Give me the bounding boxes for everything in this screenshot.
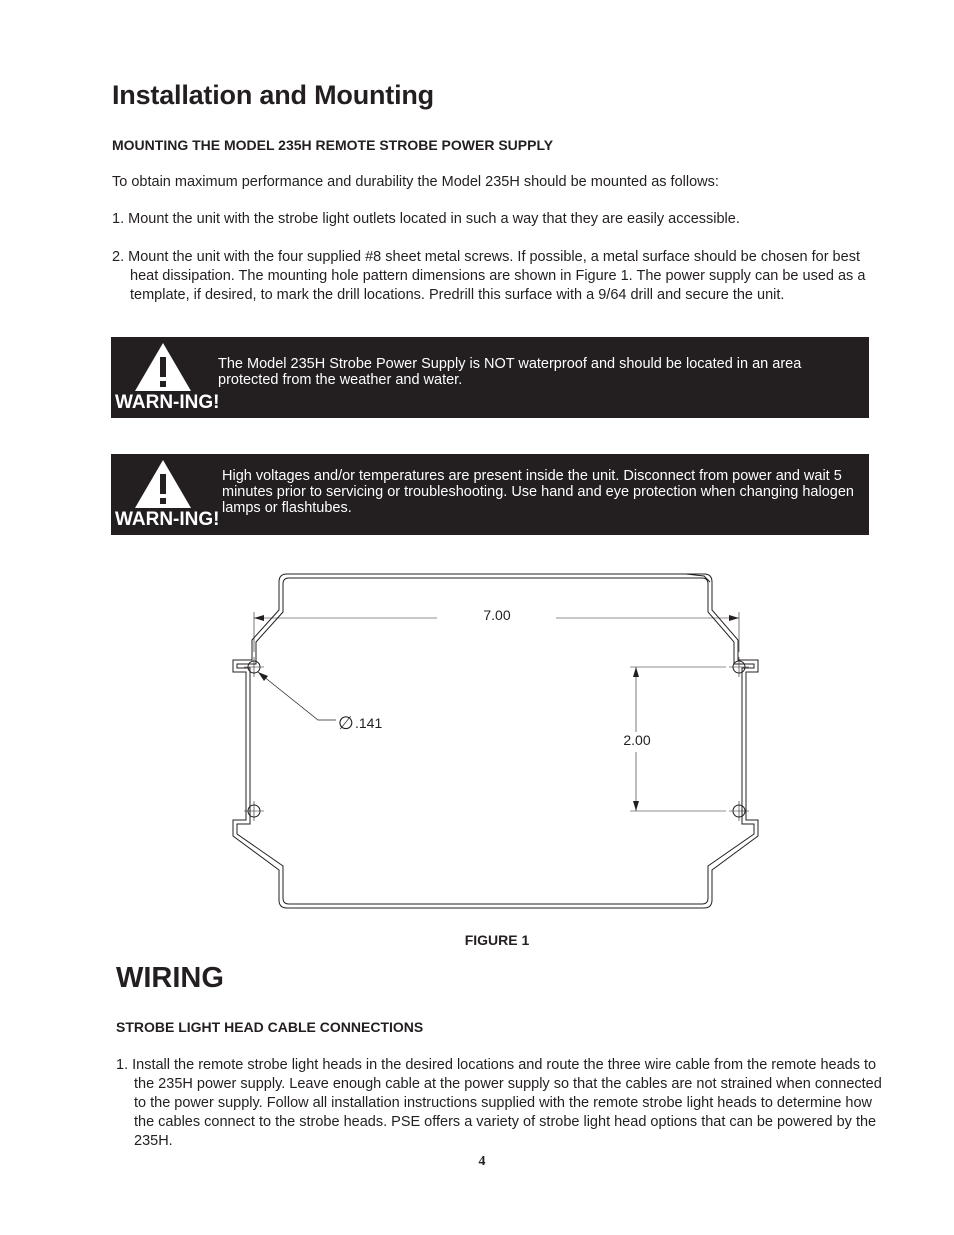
warning-triangle-icon <box>133 458 193 510</box>
width-dimension-label: 7.00 <box>483 607 511 623</box>
page-title: Installation and Mounting <box>112 80 434 110</box>
warning-box-high-voltage <box>111 454 869 535</box>
mounting-figure <box>0 560 954 920</box>
height-dimension-label: 2.00 <box>623 732 651 748</box>
warning-triangle-icon <box>133 341 193 393</box>
warning-label: WARN-ING! <box>115 392 220 413</box>
wiring-step-1: 1. Install the remote strobe light heads in the desired locations and route the three wire cable from the remote heads to the 235H power supply. Leave enough cable at the power supply so that the cables are not strained when connected to the power supply. Follow all installation instructions supplied with the remote strobe light heads to determine how the cables connect to the strobe heads. PSE offers a variety of strobe light head options that can be powered by the 235H. <box>116 1057 882 1149</box>
wiring-heading: STROBE LIGHT HEAD CABLE CONNECTIONS <box>116 1019 424 1035</box>
wiring-title: WIRING <box>116 962 224 994</box>
mounting-step-1: 1. Mount the unit with the strobe light outlets located in such a way that they are easily accessible. <box>112 211 740 227</box>
warning-text: The Model 235H Strobe Power Supply is NOT waterproof and should be located in an area protected from the weather and water. <box>218 356 802 388</box>
hole-diameter-label: .141 <box>355 715 383 731</box>
warning-text: High voltages and/or temperatures are present inside the unit. Disconnect from power and wait 5 minutes prior to servicing or troubleshooting. Use hand and eye protection when changing halogen lamps or flashtubes. <box>222 468 854 516</box>
warning-box-waterproof <box>111 337 869 418</box>
warning-label: WARN-ING! <box>115 509 220 530</box>
figure-caption: FIGURE 1 <box>464 932 530 948</box>
mounting-heading: MOUNTING THE MODEL 235H REMOTE STROBE POWER SUPPLY <box>112 137 554 153</box>
mounting-step-2: 2. Mount the unit with the four supplied #8 sheet metal screws. If possible, a metal surface should be chosen for best heat dissipation. The mounting hole pattern dimensions are shown in Figure 1. The power supply can be used as a template, if desired, to mark the drill locations. Predrill this surface with a 9/64 drill and secure the unit. <box>112 249 866 303</box>
enclosure-inner-outline <box>237 578 754 904</box>
hole-diameter-symbol: ∅ <box>338 713 354 734</box>
page-number: 4 <box>478 1154 486 1169</box>
enclosure-outline <box>233 574 758 908</box>
mounting-intro: To obtain maximum performance and durability the Model 235H should be mounted as follows: <box>112 174 719 190</box>
